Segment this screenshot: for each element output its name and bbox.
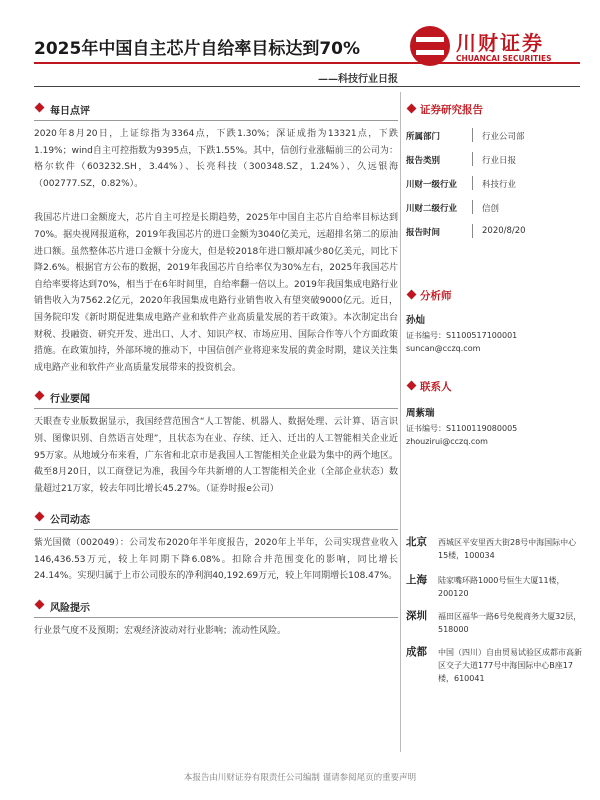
diamond-icon [35,103,45,113]
header-divider [34,86,580,87]
contact-email[interactable]: zhouzirui@cczq.com [406,437,488,446]
daily-paragraph-1: 2020年8月20日，上证综指为3364点，下跌1.30%；深证成指为13321点，下跌1.19%；wind自主可控指数为9395点，下跌1.55%。其中，信创行业涨幅前三的公司为：格尔软件（603232.SH，3.44%）、长亮科技（300348.SZ，1.24%）、久远银海（002777.SZ，0.82%）。 [34,129,398,189]
logo-mark-icon [410,26,450,66]
sidebar [406,100,582,685]
section-risk-header [34,595,398,618]
diamond-icon [407,381,417,391]
diamond-icon [407,290,417,300]
section-company-title: 公司动态 [50,515,90,527]
contact-name: 周紫瑞 [406,408,435,419]
info-row: 报告时间 2020/8/20 [406,226,526,238]
info-row: 川财一级行业 科技行业 [406,174,582,198]
industry-paragraph: 天眼查专业版数据显示，我国经营范围含“人工智能、机器人、数据处理、云计算、语言识别、图像识别、自然语言处理”，且状态为在业、存续、迁入、迁出的人工智能相关企业近95万家。从地域分布来看，广东省和北京市是我国人工智能相关企业最为集中的两个地区。截至8月20日，以工商登记为准，我国今年共新增的人工智能相关企业（全部企业状态）数量超过21万家，较去年同比增长45.27%。（证券时报e公司） [34,417,398,494]
report-info-table [406,126,582,246]
section-risk-title: 风险提示 [50,603,90,615]
logo-name-en: CHUANCAI SECURITIES [456,54,552,63]
company-logo [410,24,580,74]
analyst-email[interactable]: suncan@cczq.com [406,344,481,353]
analyst-title: 分析师 [420,290,452,302]
diamond-icon [407,104,417,114]
analyst-card [406,314,582,355]
section-daily-header [34,98,398,121]
section-company-header [34,507,398,530]
daily-paragraph-2: 我国芯片进口金额庞大，芯片自主可控是长期趋势，2025年中国自主芯片自给率目标达到70%。据央视网报道称，2019年我国芯片的进口金额为3040亿美元，远超排名第二的原油进口额。虽然整体芯片进口金额十分庞大，但是较2018年进口额却减少80亿美元，同比下降2.6%。根据官方公布的数据，2019年我国芯片自给率仅为30%左右，2025年我国芯片自给率要将达到70%，相当于在6年时间里，自给率翻一倍以上。2019年我国集成电路行业销售收入为7562.2亿元，2020年我国集成电路行业销售收入有望突破9000亿元。近日，国务院印发《新时期促进集成电路产业和软件产业高质量发展的若干政策》。本次制定出台财税、投融资、研究开发、进出口、人才、知识产权、市场应用、国际合作等八个方面政策措施。在政策加持，外部环境的推动下，中国信创产业将迎来发展的黄金时期，建议关注集成电路产业和软件产业高质量发展带来的投资机会。 [34,213,398,373]
office-shanghai: 上海 陆家嘴环路1000号恒生大厦11楼，200120 [406,574,565,598]
report-info-title: 证券研究报告 [420,104,483,116]
office-addresses [406,536,582,685]
contact-card [406,407,582,448]
logo-name-cn: 川财证券 [456,31,544,55]
risk-paragraph: 行业景气度不及预期；宏观经济波动对行业影响；流动性风险。 [34,626,287,637]
column-divider [400,92,401,752]
info-row: 所属部门 行业公司部 [406,126,582,150]
analyst-name: 孙灿 [406,315,426,326]
diamond-icon [35,512,45,522]
diamond-icon [35,600,45,610]
report-title: 2025年中国自主芯片自给率目标达到70% [34,39,361,59]
main-column [34,92,398,640]
section-daily-title: 每日点评 [50,106,90,117]
office-chengdu: 成都 中国（四川）自由贸易试验区成都市高新区交子大道177号中海国际中心B座17楼，610041 [406,646,582,683]
info-row: 川财二级行业 信创 [406,198,582,222]
contact-title: 联系人 [420,381,452,393]
diamond-icon [35,391,45,401]
report-subtitle: ——科技行业日报 [318,74,398,85]
info-row: 报告类别 行业日报 [406,150,582,174]
section-industry-header [34,386,398,409]
page-footer: 本报告由川财证券有限责任公司编制 谨请参阅尾页的重要声明 [183,773,417,783]
office-shenzhen: 深圳 福田区福华一路6号免税商务大厦32层，518000 [406,610,582,634]
contact-header [406,377,582,397]
report-info-header [406,100,582,120]
company-paragraph: 紫光国微（002049）：公司发布2020年半年度报告，2020年上半年，公司实现营业收入146,436.53万元，较上年同期下降6.08%。扣除合并范围变化的影响，同比增长24.14%。实现归属于上市公司股东的净利润40,192.69万元，较上年同期增长108.47%。 [34,538,398,582]
section-industry-title: 行业要闻 [50,394,90,406]
contact-cert: 证书编号：S1100119080005 [406,424,518,433]
analyst-header [406,286,582,306]
office-beijing: 北京 西城区平安里西大街28号中海国际中心15楼，100034 [406,536,577,560]
analyst-cert: 证书编号：S1100517100001 [406,331,518,340]
